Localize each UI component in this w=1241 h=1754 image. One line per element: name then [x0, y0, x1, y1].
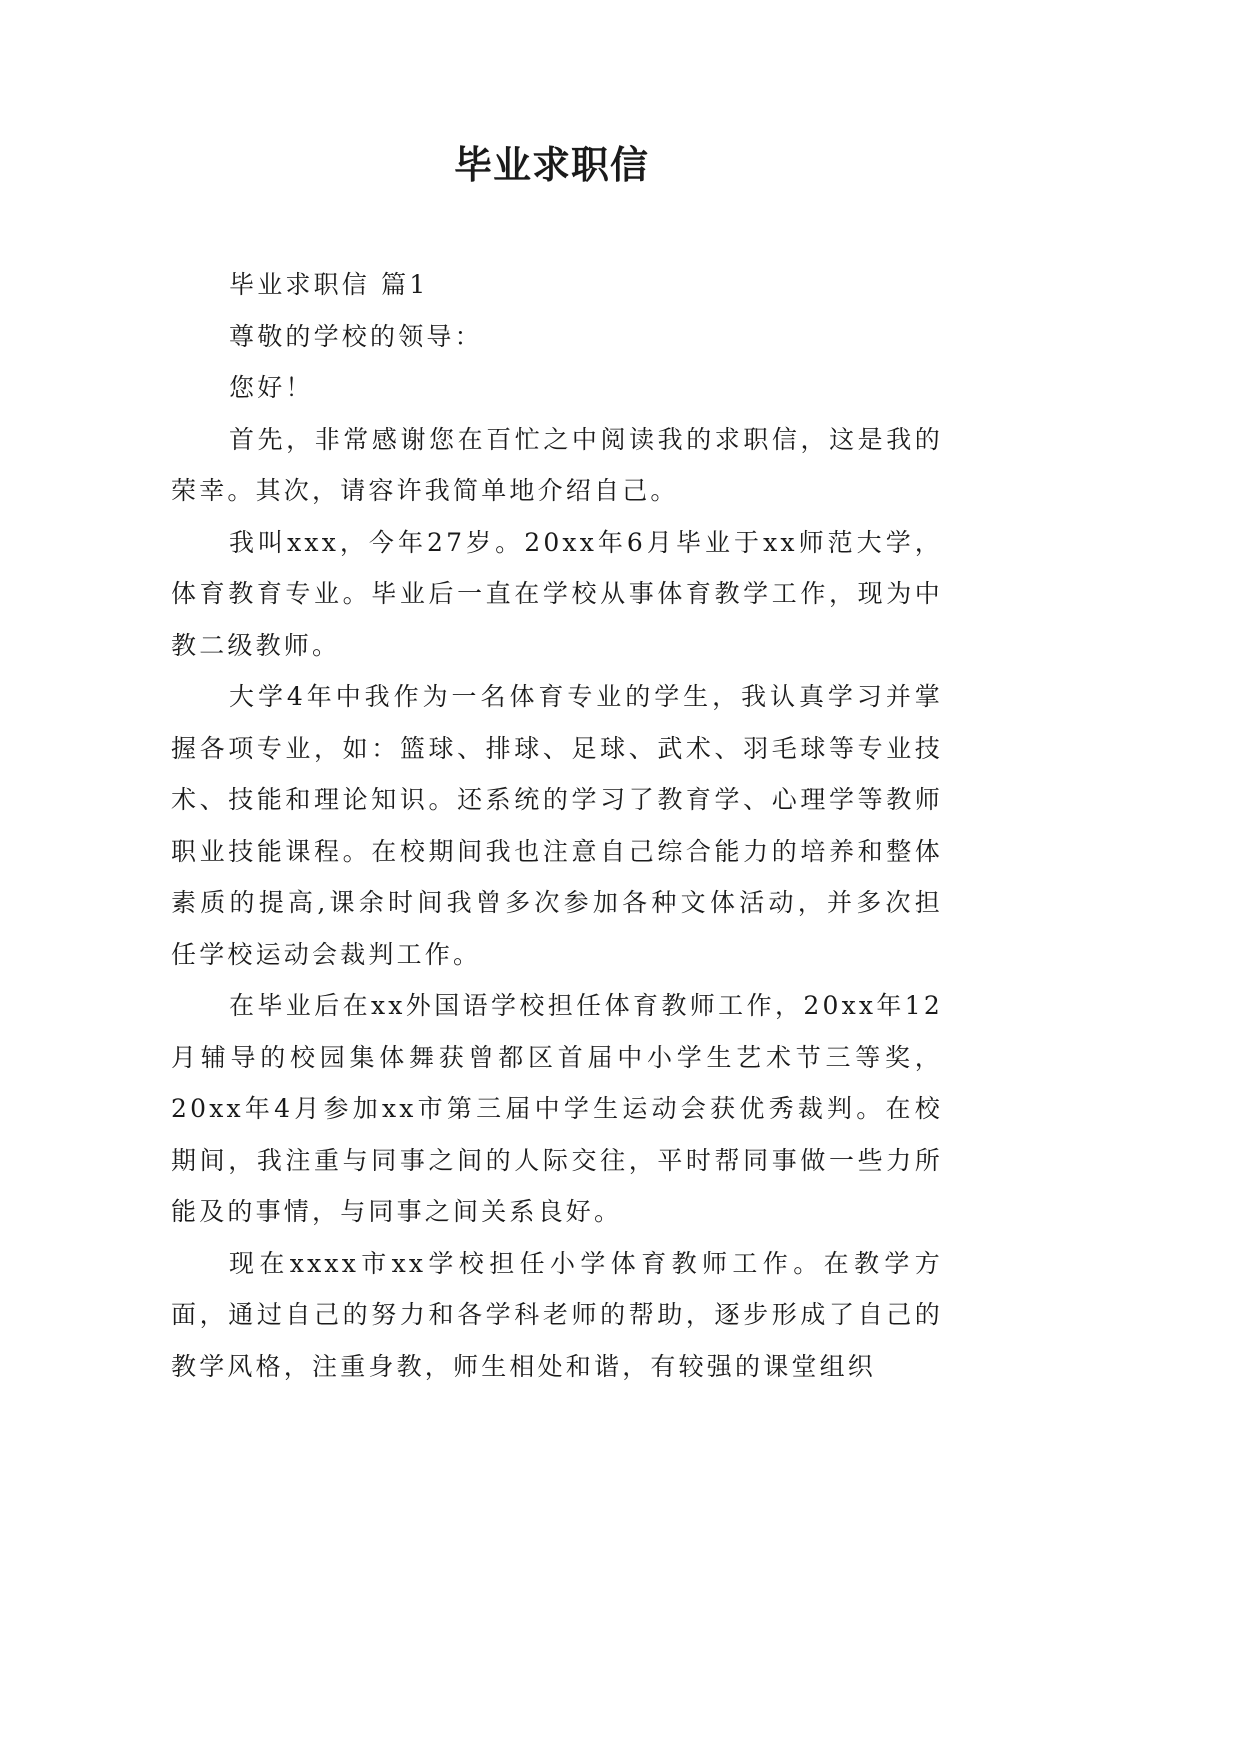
document-title: 毕业求职信 [453, 143, 649, 187]
paragraph: 首先，非常感谢您在百忙之中阅读我的求职信，这是我的荣幸。其次，请容许我简单地介绍自己。 [171, 424, 943, 505]
paragraph: 我叫xxx，今年27岁。20xx年6月毕业于xx师范大学，体育教育专业。毕业后一直在学校从事体育教学工作，现为中教二级教师。 [171, 527, 943, 660]
greeting: 您好！ [229, 373, 314, 402]
paragraph: 在毕业后在xx外国语学校担任体育教师工作，20xx年12月辅导的校园集体舞获曾都区首届中小学生艺术节三等奖，20xx年4月参加xx市第三届中学生运动会获优秀裁判。在校期间，我注重与同事之间的人际交往，平时帮同事做一些力所能及的事情，与同事之间关系良好。 [171, 991, 943, 1226]
salutation: 尊敬的学校的领导： [229, 321, 483, 351]
paragraph: 大学4年中我作为一名体育专业的学生，我认真学习并掌握各项专业，如：篮球、排球、足球、武术、羽毛球等专业技术、技能和理论知识。还系统的学习了教育学、心理学等教师职业技能课程。在校期间我也注意自己综合能力的培养和整体素质的提高,课余时间我曾多次参加各种文体活动，并多次担任学校运动会裁判工作。 [171, 682, 943, 969]
section-heading: 毕业求职信 篇1 [229, 270, 429, 299]
paragraph: 现在xxxx市xx学校担任小学体育教师工作。在教学方面，通过自己的努力和各学科老师的帮助，逐步形成了自己的教学风格，注重身教，师生相处和谐，有较强的课堂组织 [171, 1248, 943, 1381]
document-body [171, 259, 943, 1392]
